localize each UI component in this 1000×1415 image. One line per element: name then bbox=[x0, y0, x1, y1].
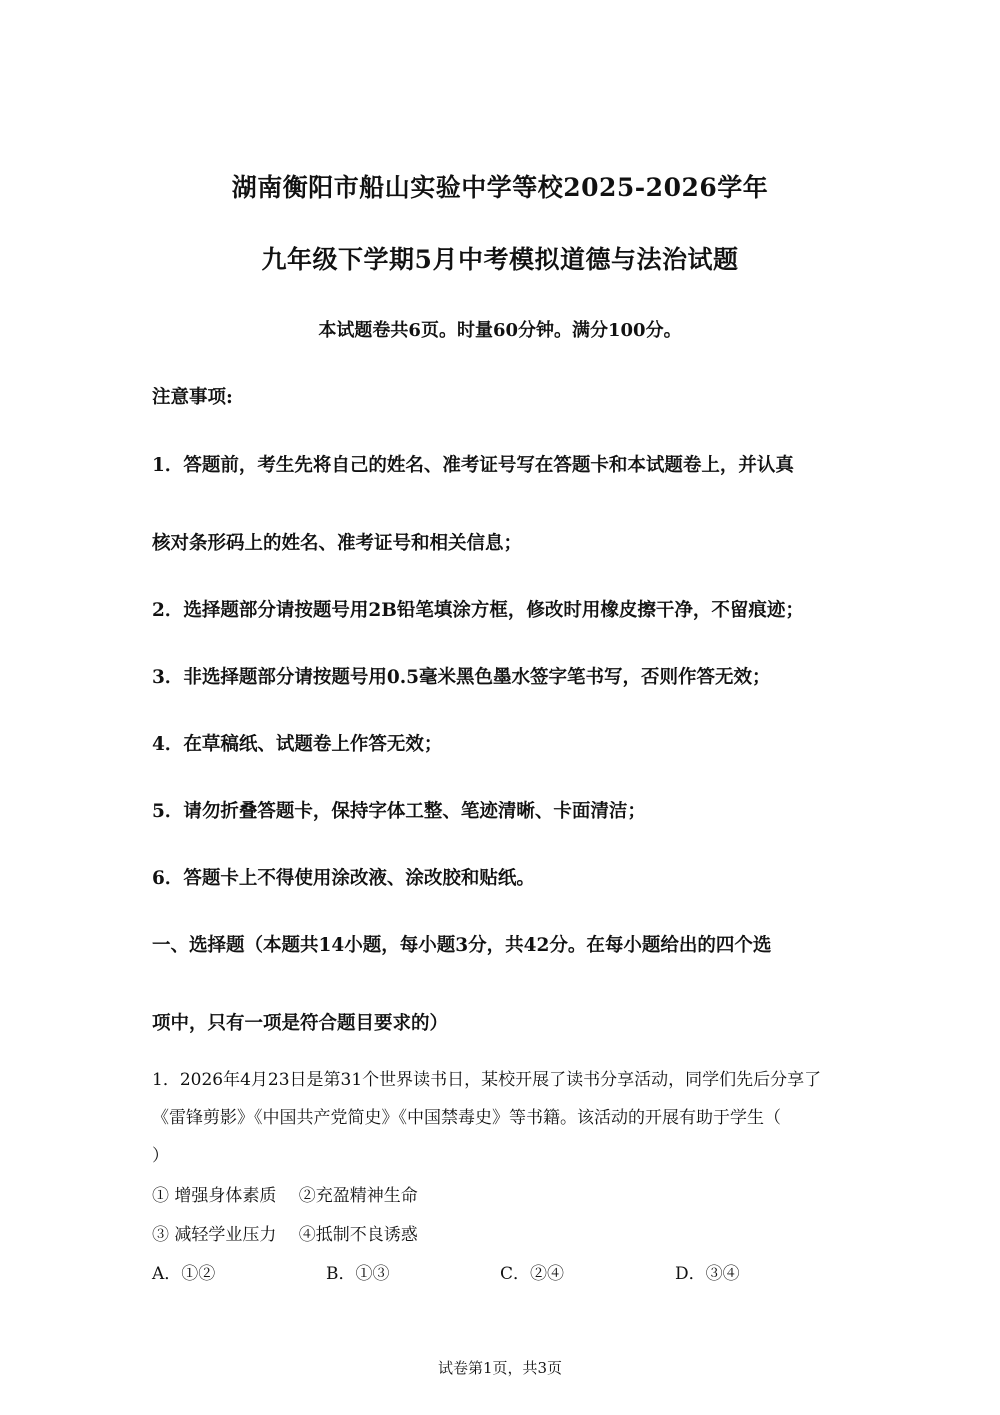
exam-info: 本试题卷共6页。时量60分钟。满分100分。 bbox=[318, 320, 682, 341]
question-1-stem-line-1: 1．2026年4月23日是第31个世界读书日，某校开展了读书分享活动，同学们先后分享了 bbox=[152, 1070, 822, 1090]
question-1-stem-line-3: ） bbox=[152, 1146, 169, 1166]
notice-item-6: 6．答题卡上不得使用涂改液、涂改胶和贴纸。 bbox=[152, 868, 535, 889]
notice-item-5: 5．请勿折叠答题卡，保持字体工整、笔迹清晰、卡面清洁； bbox=[152, 801, 646, 822]
exam-title-line-1: 湖南衡阳市船山实验中学等校2025-2026学年 bbox=[231, 173, 769, 202]
notice-item-4: 4．在草稿纸、试题卷上作答无效； bbox=[152, 734, 443, 755]
notice-item-2: 2．选择题部分请按题号用2B铅笔填涂方框，修改时用橡皮擦干净，不留痕迹； bbox=[152, 600, 804, 621]
question-1-stem-line-2: 《雷锋剪影》《中国共产党简史》《中国禁毒史》等书籍。该活动的开展有助于学生（ bbox=[152, 1108, 781, 1128]
question-1-statements-line-2: ③ 减轻学业压力 ④抵制不良诱惑 bbox=[152, 1225, 418, 1245]
notice-heading: 注意事项: bbox=[152, 387, 233, 408]
question-1-statements-line-1: ① 增强身体素质 ②充盈精神生命 bbox=[152, 1186, 418, 1206]
question-1-option-c: C．②④ bbox=[500, 1264, 565, 1284]
notice-item-1: 1．答题前，考生先将自己的姓名、准考证号写在答题卡和本试题卷上，并认真 bbox=[152, 455, 794, 476]
section-1-heading-line-1: 一、选择题（本题共14小题，每小题3分，共42分。在每小题给出的四个选 bbox=[152, 935, 772, 956]
exam-title-line-2: 九年级下学期5月中考模拟道德与法治试题 bbox=[261, 245, 739, 274]
section-1-heading-line-2: 项中，只有一项是符合题目要求的） bbox=[152, 1013, 449, 1034]
question-1-option-a: A．①② bbox=[152, 1264, 216, 1284]
notice-item-3: 3．非选择题部分请按题号用0.5毫米黑色墨水签字笔书写，否则作答无效； bbox=[152, 667, 771, 688]
page-footer: 试卷第1页，共3页 bbox=[437, 1359, 563, 1377]
question-1-option-d: D．③④ bbox=[675, 1264, 740, 1284]
notice-item-1-continued: 核对条形码上的姓名、准考证号和相关信息； bbox=[152, 533, 523, 554]
question-1-option-b: B．①③ bbox=[326, 1264, 390, 1284]
